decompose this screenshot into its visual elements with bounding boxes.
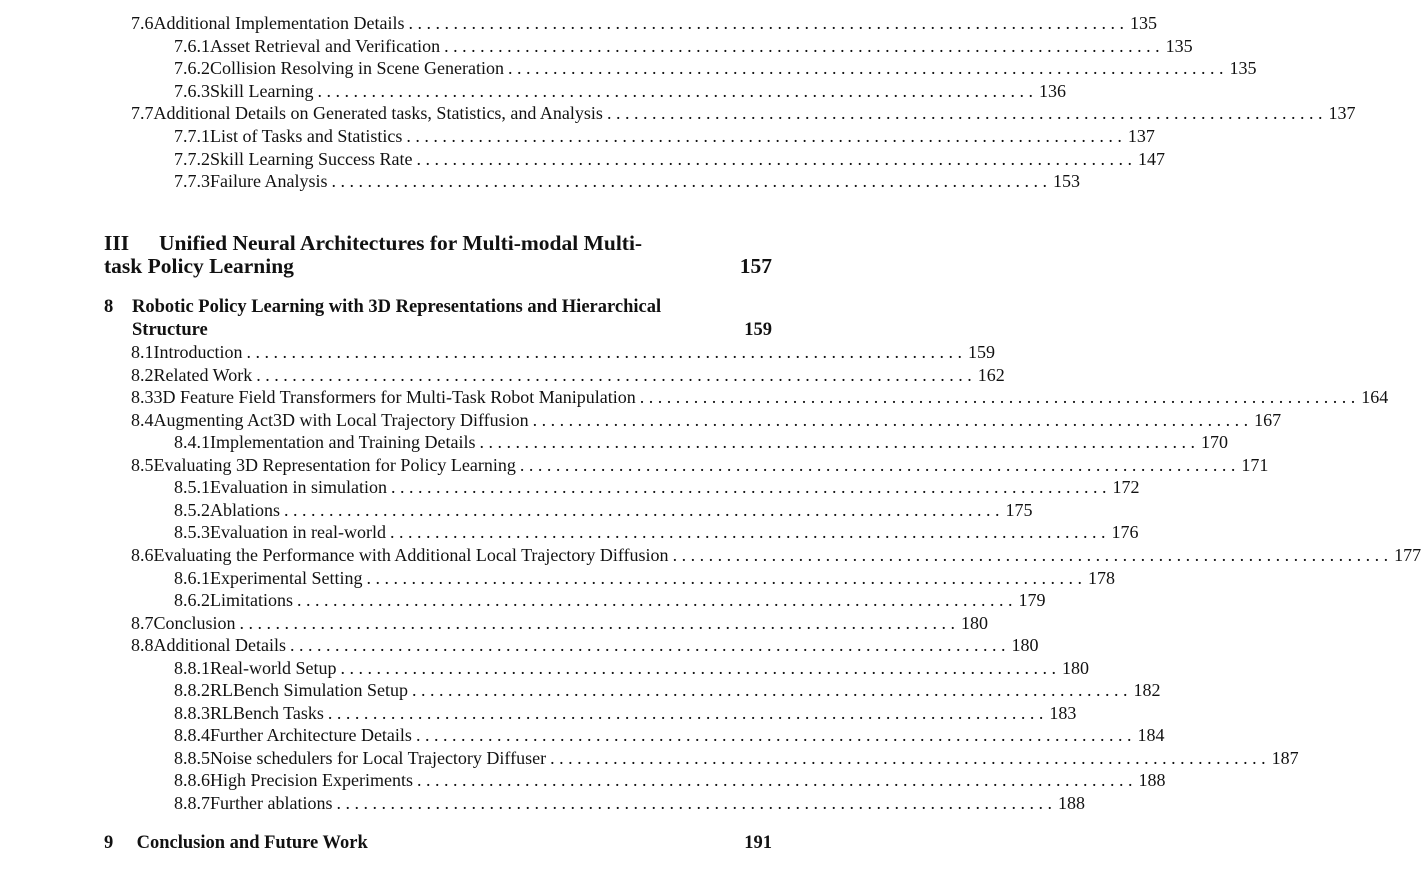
toc-leader-dots: . . . . . . . . . . . . . . . . . . . . . . . . . . . . . . . . . . . . . . . . . . . . . . . . . . . . . . . . . . . . . . . . . . . . . . . . . . . . . . . . bbox=[507, 58, 1224, 79]
toc-entry-title: Evaluating 3D Representation for Policy Learning bbox=[153, 454, 516, 475]
toc-entry-title: Introduction bbox=[153, 342, 243, 362]
toc-entry-title: Collision Resolving in Scene Generation bbox=[210, 58, 504, 79]
toc-entry-8-4-1[interactable] bbox=[174, 431, 1228, 453]
toc-entry-number: 8.5.3 bbox=[174, 522, 210, 543]
toc-entry-title: RLBench Simulation Setup bbox=[210, 680, 408, 701]
toc-entry-number: 8.8 bbox=[131, 635, 154, 656]
toc-entry-page: 135 bbox=[1129, 13, 1157, 33]
toc-entry-8-8-6[interactable] bbox=[174, 769, 1166, 791]
toc-entry-7-6[interactable] bbox=[131, 12, 1157, 34]
toc-entry-number: 8.8.5 bbox=[174, 747, 210, 768]
toc-entry-page: 171 bbox=[1241, 454, 1269, 475]
toc-entry-8-5-1[interactable] bbox=[174, 476, 1140, 498]
chapter-9-heading bbox=[104, 832, 772, 855]
toc-leader-dots: . . . . . . . . . . . . . . . . . . . . . . . . . . . . . . . . . . . . . . . . . . . . . . . . . . . . . . . . . . . . . . . . . . . . . . . . . . . . . . . . bbox=[412, 680, 1128, 701]
toc-entry-number: 8.6.1 bbox=[174, 567, 210, 588]
toc-entry-page: 180 bbox=[961, 612, 989, 633]
toc-entry-page: 188 bbox=[1057, 793, 1085, 813]
toc-entry-8-8-5[interactable] bbox=[174, 747, 1299, 769]
toc-entry-page: 175 bbox=[1005, 499, 1033, 520]
toc-entry-page: 135 bbox=[1229, 58, 1257, 79]
toc-entry-title: Evaluation in simulation bbox=[210, 477, 387, 498]
toc-entry-title: Implementation and Training Details bbox=[210, 432, 476, 453]
toc-entry-number: 7.6.2 bbox=[174, 58, 210, 79]
toc-entry-8-8-3[interactable] bbox=[174, 702, 1077, 724]
toc-entry-title: Additional Details bbox=[153, 635, 286, 656]
toc-leader-dots: . . . . . . . . . . . . . . . . . . . . . . . . . . . . . . . . . . . . . . . . . . . . . . . . . . . . . . . . . . . . . . . . . . . . . . . . . . . . . . . . bbox=[284, 499, 1000, 520]
toc-entry-page: 137 bbox=[1127, 126, 1155, 146]
toc-entry-title: 3D Feature Field Transformers for Multi-Task Robot Manipulation bbox=[153, 387, 636, 408]
toc-entry-number: 8.5.1 bbox=[174, 477, 210, 498]
toc-leader-dots: . . . . . . . . . . . . . . . . . . . . . . . . . . . . . . . . . . . . . . . . . . . . . . . . . . . . . . . . . . . . . . . . . . . . . . . . . . . . . . . . bbox=[340, 657, 1056, 678]
toc-leader-dots: . . . . . . . . . . . . . . . . . . . . . . . . . . . . . . . . . . . . . . . . . . . . . . . . . . . . . . . . . . . . . . . . . . . . . . . . . . . . . . . . bbox=[416, 770, 1133, 791]
toc-entry-title: Related Work bbox=[153, 364, 253, 385]
toc-entry-8-8-7[interactable] bbox=[174, 792, 1085, 814]
toc-entry-number: 7.6.3 bbox=[174, 80, 210, 101]
toc-entry-number: 8.8.2 bbox=[174, 680, 210, 701]
toc-entry-number: 7.7 bbox=[131, 103, 154, 124]
part-number: III bbox=[104, 231, 130, 255]
toc-entry-7-7-2[interactable] bbox=[174, 148, 1165, 170]
toc-entry-number: 8.3 bbox=[131, 387, 154, 408]
toc-entry-page: 167 bbox=[1254, 409, 1282, 430]
chapter-9-page: 191 bbox=[744, 833, 772, 853]
toc-entry-8-2[interactable] bbox=[131, 364, 1005, 386]
toc-entry-number: 8.2 bbox=[131, 364, 154, 385]
toc-entry-number: 8.8.1 bbox=[174, 657, 210, 678]
toc-entry-8-8[interactable] bbox=[131, 634, 1039, 656]
toc-entry-page: 136 bbox=[1038, 80, 1066, 101]
chapter-8-title-line2: Structure bbox=[132, 320, 208, 340]
toc-entry-number: 8.4 bbox=[131, 409, 154, 430]
toc-entry-number: 8.4.1 bbox=[174, 432, 210, 453]
chapter-8-number: 8 bbox=[104, 297, 114, 317]
toc-entry-page: 172 bbox=[1112, 477, 1140, 498]
toc-entry-8-5-3[interactable] bbox=[174, 521, 1139, 543]
toc-entry-page: 184 bbox=[1137, 725, 1165, 746]
toc-leader-dots: . . . . . . . . . . . . . . . . . . . . . . . . . . . . . . . . . . . . . . . . . . . . . . . . . . . . . . . . . . . . . . . . . . . . . . . . . . . . . . . . bbox=[444, 35, 1160, 56]
toc-entry-number: 8.5 bbox=[131, 454, 154, 475]
toc-leader-dots: . . . . . . . . . . . . . . . . . . . . . . . . . . . . . . . . . . . . . . . . . . . . . . . . . . . . . . . . . . . . . . . . . . . . . . . . . . . . . . . . bbox=[390, 477, 1107, 498]
toc-entry-8-6-1[interactable] bbox=[174, 567, 1115, 589]
toc-entry-page: 188 bbox=[1138, 770, 1166, 791]
toc-leader-dots: . . . . . . . . . . . . . . . . . . . . . . . . . . . . . . . . . . . . . . . . . . . . . . . . . . . . . . . . . . . . . . . . . . . . . . . . . . . . . . . . bbox=[479, 432, 1195, 453]
toc-leader-dots: . . . . . . . . . . . . . . . . . . . . . . . . . . . . . . . . . . . . . . . . . . . . . . . . . . . . . . . . . . . . . . . . . . . . . . . . . . . . . . . . bbox=[366, 567, 1082, 588]
toc-entry-number: 8.8.4 bbox=[174, 725, 210, 746]
toc-entry-7-6-3[interactable] bbox=[174, 80, 1066, 102]
toc-entry-8-5[interactable] bbox=[131, 454, 1269, 476]
toc-entry-7-7-1[interactable] bbox=[174, 125, 1155, 147]
toc-leader-dots: . . . . . . . . . . . . . . . . . . . . . . . . . . . . . . . . . . . . . . . . . . . . . . . . . . . . . . . . . . . . . . . . . . . . . . . . . . . . . . . . bbox=[317, 80, 1033, 101]
toc-entry-page: 179 bbox=[1018, 590, 1046, 611]
chapter-8-heading bbox=[104, 296, 772, 342]
toc-leader-dots: . . . . . . . . . . . . . . . . . . . . . . . . . . . . . . . . . . . . . . . . . . . . . . . . . . . . . . . . . . . . . . . . . . . . . . . . . . . . . . . . bbox=[256, 364, 972, 385]
toc-leader-dots: . . . . . . . . . . . . . . . . . . . . . . . . . . . . . . . . . . . . . . . . . . . . . . . . . . . . . . . . . . . . . . . . . . . . . . . . . . . . . . . . bbox=[606, 103, 1323, 124]
toc-entry-7-7[interactable] bbox=[131, 102, 1356, 124]
toc-entry-8-8-4[interactable] bbox=[174, 724, 1165, 746]
toc-entry-8-7[interactable] bbox=[131, 612, 989, 634]
toc-entry-page: 137 bbox=[1328, 103, 1356, 124]
toc-entry-page: 180 bbox=[1061, 657, 1089, 678]
toc-leader-dots: . . . . . . . . . . . . . . . . . . . . . . . . . . . . . . . . . . . . . . . . . . . . . . . . . . . . . . . . . . . . . . . . . . . . . . . . . . . . . . . . bbox=[239, 612, 956, 633]
chapter-8-title-line1: Robotic Policy Learning with 3D Representations and Hierarchical bbox=[132, 297, 662, 317]
toc-entry-8-6-2[interactable] bbox=[174, 589, 1046, 611]
part-title-line2: task Policy Learning bbox=[104, 254, 294, 278]
chapter-8-page: 159 bbox=[744, 320, 772, 340]
toc-entry-page: 177 bbox=[1394, 544, 1421, 565]
toc-entry-page: 135 bbox=[1165, 35, 1193, 56]
toc-leader-dots: . . . . . . . . . . . . . . . . . . . . . . . . . . . . . . . . . . . . . . . . . . . . . . . . . . . . . . . . . . . . . . . . . . . . . . . . . . . . . . . . bbox=[289, 635, 1006, 656]
toc-entry-number: 7.6 bbox=[131, 13, 154, 33]
toc-leader-dots: . . . . . . . . . . . . . . . . . . . . . . . . . . . . . . . . . . . . . . . . . . . . . . . . . . . . . . . . . . . . . . . . . . . . . . . . . . . . . . . . bbox=[550, 747, 1266, 768]
part-title-line1: Unified Neural Architectures for Multi-modal Multi- bbox=[159, 231, 643, 255]
toc-entry-title: Additional Details on Generated tasks, Statistics, and Analysis bbox=[153, 103, 603, 124]
toc-entry-number: 8.7 bbox=[131, 612, 154, 633]
toc-entry-title: Real-world Setup bbox=[210, 657, 337, 678]
toc-entry-title: Additional Implementation Details bbox=[153, 13, 405, 33]
toc-entry-title: Ablations bbox=[210, 499, 280, 520]
toc-leader-dots: . . . . . . . . . . . . . . . . . . . . . . . . . . . . . . . . . . . . . . . . . . . . . . . . . . . . . . . . . . . . . . . . . . . . . . . . . . . . . . . . bbox=[639, 387, 1356, 408]
toc-entry-page: 162 bbox=[977, 364, 1005, 385]
toc-entry-title: Limitations bbox=[210, 590, 293, 611]
toc-entry-8-8-1[interactable] bbox=[174, 657, 1089, 679]
toc-entry-title: High Precision Experiments bbox=[210, 770, 413, 791]
toc-entry-title: Skill Learning Success Rate bbox=[210, 148, 413, 169]
toc-entry-8-5-2[interactable] bbox=[174, 499, 1033, 521]
toc-entry-number: 7.6.1 bbox=[174, 35, 210, 56]
toc-entry-title: Evaluating the Performance with Additional Local Trajectory Diffusion bbox=[153, 544, 669, 565]
toc-entry-number: 7.7.1 bbox=[174, 126, 210, 146]
toc-entry-number: 8.6 bbox=[131, 544, 154, 565]
toc-leader-dots: . . . . . . . . . . . . . . . . . . . . . . . . . . . . . . . . . . . . . . . . . . . . . . . . . . . . . . . . . . . . . . . . . . . . . . . . . . . . . . . . bbox=[416, 148, 1132, 169]
toc-entry-page: 187 bbox=[1271, 747, 1299, 768]
toc-entry-7-6-2[interactable] bbox=[174, 57, 1257, 79]
toc-entry-page: 159 bbox=[967, 342, 995, 362]
toc-entry-page: 153 bbox=[1053, 171, 1080, 192]
toc-entry-number: 8.8.3 bbox=[174, 702, 210, 723]
toc-entry-7-6-1[interactable] bbox=[174, 35, 1193, 57]
toc-entry-7-7-3[interactable] bbox=[174, 170, 1080, 192]
toc-entry-title: Skill Learning bbox=[210, 80, 314, 101]
toc-entry-8-1[interactable] bbox=[131, 341, 995, 363]
toc-entry-number: 8.5.2 bbox=[174, 499, 210, 520]
chapter-9-title: Conclusion and Future Work bbox=[136, 833, 368, 853]
toc-entry-number: 8.8.6 bbox=[174, 770, 210, 791]
toc-entry-page: 183 bbox=[1049, 702, 1077, 723]
part-page: 157 bbox=[739, 254, 772, 278]
toc-entry-number: 7.7.3 bbox=[174, 171, 210, 192]
toc-entry-title: List of Tasks and Statistics bbox=[210, 126, 403, 146]
toc-entry-number: 8.8.7 bbox=[174, 793, 210, 813]
toc-leader-dots: . . . . . . . . . . . . . . . . . . . . . . . . . . . . . . . . . . . . . . . . . . . . . . . . . . . . . . . . . . . . . . . . . . . . . . . . . . . . . . . . bbox=[297, 590, 1013, 611]
part-heading bbox=[104, 232, 772, 278]
toc-leader-dots: . . . . . . . . . . . . . . . . . . . . . . . . . . . . . . . . . . . . . . . . . . . . . . . . . . . . . . . . . . . . . . . . . . . . . . . . . . . . . . . . bbox=[532, 409, 1249, 430]
toc-entry-page: 164 bbox=[1361, 387, 1389, 408]
toc-leader-dots: . . . . . . . . . . . . . . . . . . . . . . . . . . . . . . . . . . . . . . . . . . . . . . . . . . . . . . . . . . . . . . . . . . . . . . . . . . . . . . . . bbox=[415, 725, 1132, 746]
toc-entry-number: 7.7.2 bbox=[174, 148, 210, 169]
toc-entry-page: 170 bbox=[1200, 432, 1228, 453]
toc-entry-title: Failure Analysis bbox=[210, 171, 328, 192]
toc-leader-dots: . . . . . . . . . . . . . . . . . . . . . . . . . . . . . . . . . . . . . . . . . . . . . . . . . . . . . . . . . . . . . . . . . . . . . . . . . . . . . . . . bbox=[408, 13, 1124, 33]
chapter-9-number: 9 bbox=[104, 833, 114, 853]
toc-entry-title: RLBench Tasks bbox=[210, 702, 324, 723]
toc-entry-page: 178 bbox=[1087, 567, 1115, 588]
toc-leader-dots: . . . . . . . . . . . . . . . . . . . . . . . . . . . . . . . . . . . . . . . . . . . . . . . . . . . . . . . . . . . . . . . . . . . . . . . . . . . . . . . . bbox=[389, 522, 1106, 543]
toc-entry-8-4[interactable] bbox=[131, 409, 1282, 431]
toc-entry-title: Further ablations bbox=[210, 793, 333, 813]
toc-leader-dots: . . . . . . . . . . . . . . . . . . . . . . . . . . . . . . . . . . . . . . . . . . . . . . . . . . . . . . . . . . . . . . . . . . . . . . . . . . . . . . . . bbox=[406, 126, 1122, 146]
toc-leader-dots: . . . . . . . . . . . . . . . . . . . . . . . . . . . . . . . . . . . . . . . . . . . . . . . . . . . . . . . . . . . . . . . . . . . . . . . . . . . . . . . . bbox=[336, 793, 1052, 813]
toc-entry-title: Noise schedulers for Local Trajectory Diffuser bbox=[210, 747, 547, 768]
toc-entry-title: Augmenting Act3D with Local Trajectory Diffusion bbox=[153, 409, 529, 430]
toc-entry-page: 176 bbox=[1111, 522, 1139, 543]
toc-leader-dots: . . . . . . . . . . . . . . . . . . . . . . . . . . . . . . . . . . . . . . . . . . . . . . . . . . . . . . . . . . . . . . . . . . . . . . . . . . . . . . . . bbox=[672, 544, 1389, 565]
toc-entry-page: 147 bbox=[1137, 148, 1165, 169]
toc-entry-title: Conclusion bbox=[153, 612, 236, 633]
toc-leader-dots: . . . . . . . . . . . . . . . . . . . . . . . . . . . . . . . . . . . . . . . . . . . . . . . . . . . . . . . . . . . . . . . . . . . . . . . . . . . . . . . . bbox=[327, 702, 1044, 723]
toc-entry-number: 8.6.2 bbox=[174, 590, 210, 611]
toc-leader-dots: . . . . . . . . . . . . . . . . . . . . . . . . . . . . . . . . . . . . . . . . . . . . . . . . . . . . . . . . . . . . . . . . . . . . . . . . . . . . . . . . bbox=[331, 171, 1047, 192]
toc-entry-8-8-2[interactable] bbox=[174, 679, 1161, 701]
toc-leader-dots: . . . . . . . . . . . . . . . . . . . . . . . . . . . . . . . . . . . . . . . . . . . . . . . . . . . . . . . . . . . . . . . . . . . . . . . . . . . . . . . . bbox=[519, 454, 1236, 475]
toc-entry-title: Experimental Setting bbox=[210, 567, 363, 588]
toc-entry-title: Asset Retrieval and Verification bbox=[210, 35, 441, 56]
toc-entry-title: Further Architecture Details bbox=[210, 725, 412, 746]
toc-entry-8-6[interactable] bbox=[131, 544, 1421, 566]
toc-entry-8-3[interactable] bbox=[131, 386, 1389, 408]
toc-entry-page: 180 bbox=[1011, 635, 1039, 656]
toc-leader-dots: . . . . . . . . . . . . . . . . . . . . . . . . . . . . . . . . . . . . . . . . . . . . . . . . . . . . . . . . . . . . . . . . . . . . . . . . . . . . . . . . bbox=[246, 342, 962, 362]
toc-entry-page: 182 bbox=[1133, 680, 1161, 701]
toc-entry-number: 8.1 bbox=[131, 342, 154, 362]
toc-entry-title: Evaluation in real-world bbox=[210, 522, 386, 543]
